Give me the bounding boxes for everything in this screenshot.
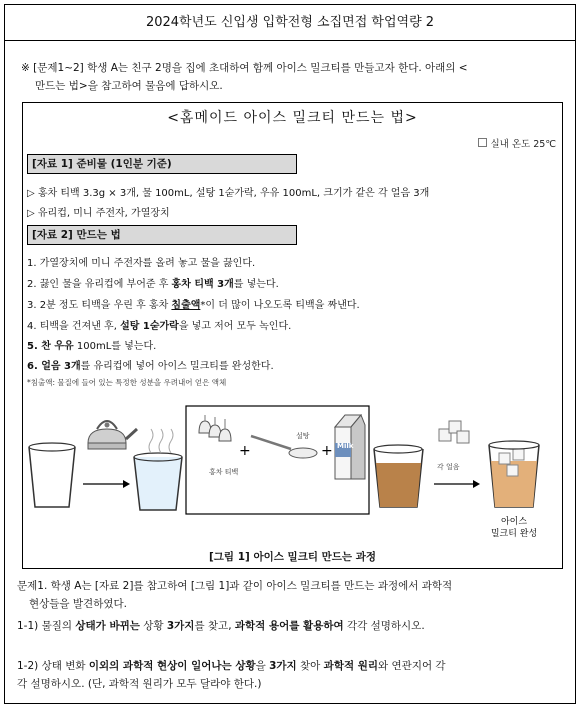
- materials-line-2: ▷ 유리컵, 미니 주전자, 가열장치: [27, 208, 170, 219]
- milk-label: Milk: [337, 442, 354, 450]
- checkbox-icon: [478, 138, 487, 147]
- ice-cubes-icon: [439, 421, 469, 443]
- instructions: [21, 59, 561, 95]
- materials-line-1: ▷ 홍차 티백 3.3g × 3개, 물 100mL, 설탕 1숟가락, 우유 100mL, 크기가 같은 각 얼음 3개: [27, 188, 430, 199]
- water-glass-icon: [134, 429, 182, 510]
- empty-glass-icon: [29, 443, 75, 507]
- result-label-line-2: 밀크티 완성: [490, 529, 538, 539]
- svg-text:+: +: [321, 443, 333, 459]
- page-frame: [4, 4, 576, 704]
- instructions-line-2: 만드는 법>을 참고하여 물음에 답하시오.: [35, 80, 223, 92]
- svg-text:+: +: [239, 443, 251, 459]
- sugar-label: 설탕: [296, 432, 310, 440]
- process-illustration: [23, 399, 562, 547]
- footnote: *침출액: 물질에 들어 있는 특정한 성분을 우려내어 얻은 액체: [27, 378, 227, 387]
- step-3: 3. 2분 정도 티백을 우린 후 홍차 침출액*이 더 많이 나오도록 티백을 짜낸다.: [27, 300, 360, 311]
- tea-bag-label: 홍차 티백: [209, 468, 239, 476]
- instructions-line-1: ※ [문제1~2] 학생 A는 친구 2명을 집에 초대하여 함께 아이스 밀크티를 만들고자 한다. 아래의 <: [21, 62, 468, 74]
- question-1-2-line-2: 각 설명하시오. (단, 과학적 원리가 모두 달라야 한다.): [17, 678, 262, 690]
- question-1-2: 1-2) 상태 변화 이외의 과학적 현상이 일어나는 상황을 3가지 찾아 과학적 원리와 연관지어 각 각 설명하시오. (단, 과학적 원리가 모두 달라야 한다.): [17, 660, 446, 690]
- temperature-text: 실내 온도 25℃: [490, 139, 556, 150]
- question-1: [17, 577, 573, 613]
- step-1: 1. 가열장치에 미니 주전자를 올려 놓고 물을 끓인다.: [27, 258, 256, 269]
- tea-bag-icon: [199, 415, 231, 441]
- figure-caption: [그림 1] 아이스 밀크티 만드는 과정: [208, 551, 377, 563]
- recipe-box: [22, 102, 563, 569]
- question-1-1: 1-1) 물질의 상태가 바뀌는 상황 3가지를 찾고, 과학적 용어를 활용하여 각각 설명하시오.: [17, 620, 425, 632]
- step-2: 2. 끓인 물을 유리컵에 부어준 후 홍차 티백 3개를 넣는다.: [27, 279, 279, 290]
- kettle-icon: [88, 421, 137, 449]
- section-materials-title: [자료 1] 준비물 (1인분 기준): [27, 154, 297, 174]
- temperature-note: [478, 136, 556, 150]
- step-5: 5. 찬 우유 100mL를 넣는다.: [27, 341, 157, 352]
- step-6: 6. 얼음 3개를 유리컵에 넣어 아이스 밀크티를 완성한다.: [27, 361, 274, 372]
- ice-label: 각 얼음: [437, 463, 460, 471]
- recipe-title: <홈메이드 아이스 밀크티 만드는 법>: [167, 110, 418, 126]
- step-4: 4. 티백을 건져낸 후, 설탕 1숟가락을 넣고 저어 모두 녹인다.: [27, 321, 292, 332]
- tea-glass-icon: [374, 445, 423, 507]
- result-label-line-1: 아이스: [500, 517, 528, 527]
- question-1-line-1: 문제1. 학생 A는 [자료 2]를 참고하여 [그림 1]과 같이 아이스 밀크티를 만드는 과정에서 과학적: [17, 580, 453, 592]
- iced-milk-tea-glass-icon: [489, 441, 539, 507]
- question-1-line-2: 현상들을 발견하였다.: [29, 598, 127, 610]
- page-title: 2024학년도 신입생 입학전형 소집면접 학업역량 2: [5, 5, 575, 41]
- section-method-title: [자료 2] 만드는 법: [27, 225, 297, 245]
